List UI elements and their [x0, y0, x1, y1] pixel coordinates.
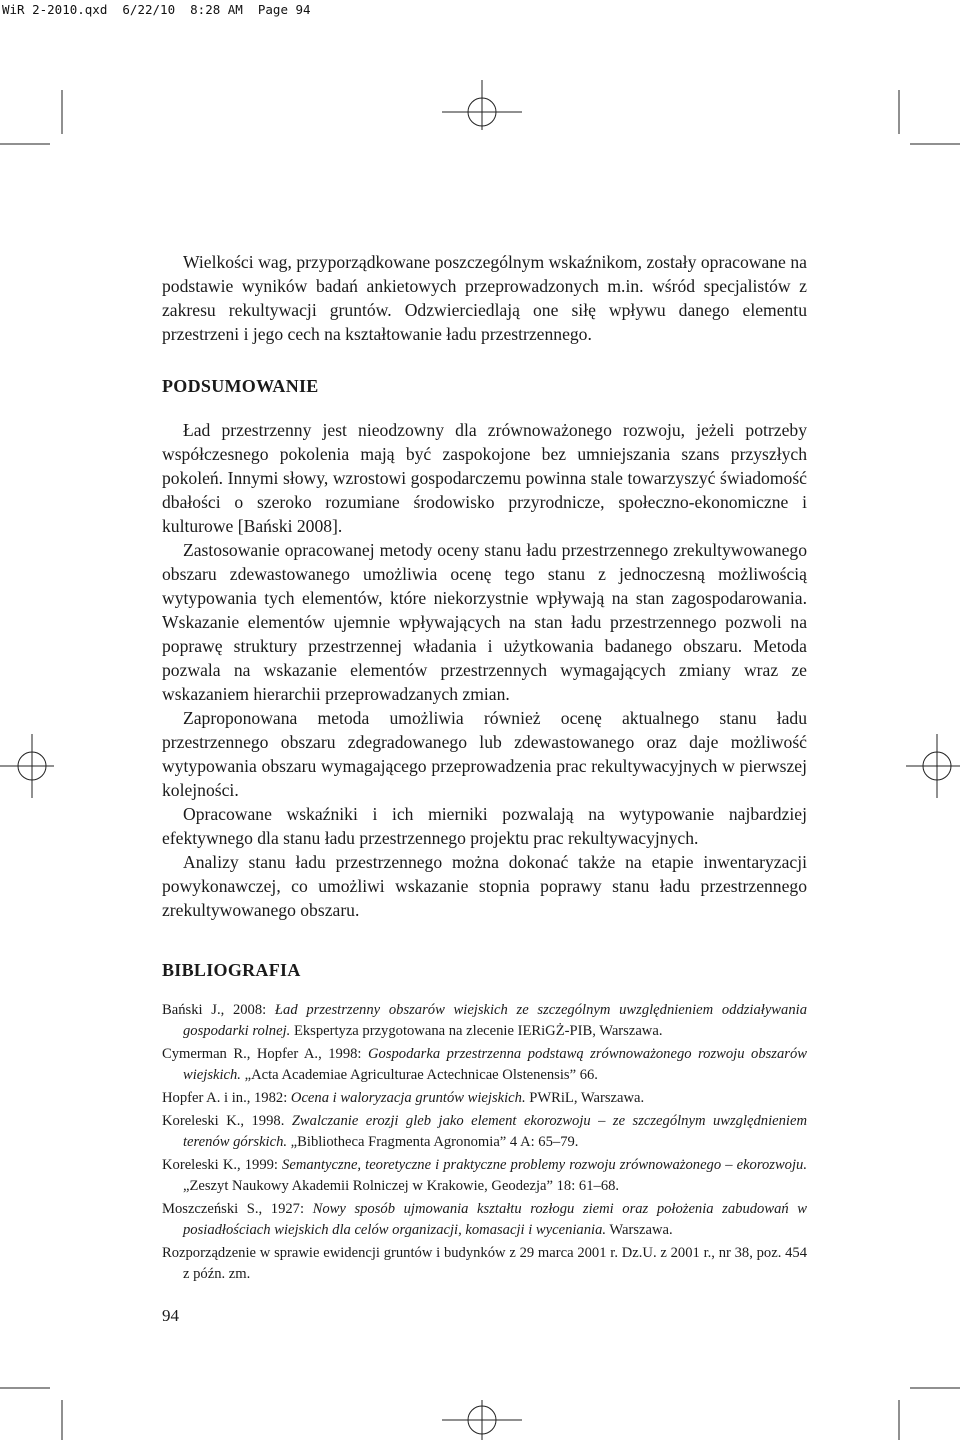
print-slug: WiR 2-2010.qxd 6/22/10 8:28 AM Page 94: [2, 2, 311, 17]
page-number: 94: [162, 1306, 179, 1325]
bibliography-entry: Cymerman R., Hopfer A., 1998: Gospodarka przestrzenna podstawą zrównoważonego rozwoju obszarów wiejskich. „Acta Academiae Agriculturae Actechnicae Olstenensis” 66.: [162, 1046, 807, 1083]
bibliography-entry: Rozporządzenie w sprawie ewidencji gruntów i budynków z 29 marca 2001 r. Dz.U. z 2001 r., nr 38, poz. 454 z późn. zm.: [162, 1245, 807, 1282]
bibliography-entry: Koreleski K., 1999: Semantyczne, teoretyczne i praktyczne problemy rozwoju zrównoważonego – ekorozwoju. „Zeszyt Naukowy Akademii Rolniczej w Krakowie, Geodezja” 18: 61–68.: [162, 1157, 807, 1194]
bibliography-entry: Moszczeński S., 1927: Nowy sposób ujmowania kształtu rozłogu ziemi oraz położenia zabudowań w posiadłościach wiejskich dla celów organizacji, komasacji i wyceniania. Warszawa.: [162, 1201, 807, 1238]
bibliography-entry: Hopfer A. i in., 1982: Ocena i waloryzacja gruntów wiejskich. PWRiL, Warszawa.: [162, 1090, 645, 1106]
summary-paragraph: Ład przestrzenny jest nieodzowny dla zrównoważonego rozwoju, jeżeli potrzeby współczesnego pokolenia mają być zaspokojone bez umniejszania szans przyszłych pokoleń. Innymi słowy, wzrostowi gospodarczemu powinna stale towarzyszyć świadomość dbałości o szeroko rozumiane środowisko przyrodnicze, społeczno-ekonomiczne i kulturowe [Bański 2008].: [162, 420, 807, 536]
bibliography-entry: Bański J., 2008: Ład przestrzenny obszarów wiejskich ze szczególnym uwzględnieniem oddziaływania gospodarki rolnej. Ekspertyza przygotowana na zlecenie IERiGŻ-PIB, Warszawa.: [162, 1002, 807, 1039]
bibliography-list: [162, 1000, 807, 1285]
summary-paragraph: Opracowane wskaźniki i ich mierniki pozwalają na wytypowanie najbardziej efektywnego dla stanu ładu przestrzennego projektu prac rekultywacyjnych.: [162, 804, 807, 848]
bibliography-entry: Koreleski K., 1998. Zwalczanie erozji gleb jako element ekorozwoju – ze szczególnym uwzględnieniem terenów górskich. „Bibliotheca Fragmenta Agronomia” 4 A: 65–79.: [162, 1113, 807, 1150]
bibliography-heading: BIBLIOGRAFIA: [162, 960, 301, 980]
summary-paragraph: Analizy stanu ładu przestrzennego można dokonać także na etapie inwentaryzacji powykonawczej, co umożliwi wskazanie stopnia poprawy stanu ładu przestrzennego zrekultywowanego obszaru.: [162, 852, 807, 920]
summary-paragraph: Zaproponowana metoda umożliwia również ocenę aktualnego stanu ładu przestrzennego obszaru zdegradowanego lub zdewastowanego oraz daje możliwość wytypowania obszaru wymagającego przeprowadzenia prac rekultywacyjnych w pierwszej kolejności.: [162, 708, 807, 800]
summary-paragraph: Zastosowanie opracowanej metody oceny stanu ładu przestrzennego zrekultywowanego obszaru zdewastowanego umożliwia ocenę tego stanu z jednoczesną możliwością wytypowania tych elementów, które niekorzystnie wpływają na stan zagospodarowania. Wskazanie elementów ujemnie wpływających na stan ładu przestrzennego pozwoli na poprawę struktury przestrzennej władania i użytkowania badanego obszaru. Metoda pozwala na wskazanie elementów przestrzennych wymagających zmiany wraz ze wskazaniem hierarchii przeprowadzanych zmian.: [162, 540, 807, 704]
summary-heading: PODSUMOWANIE: [162, 376, 319, 396]
summary-section: [162, 418, 807, 922]
article-body: [162, 250, 807, 1287]
intro-paragraph: Wielkości wag, przyporządkowane poszczególnym wskaźnikom, zostały opracowane na podstawie wyników badań ankietowych przeprowadzonych m.in. wśród specjalistów z zakresu rekultywacji gruntów. Odzwierciedlają one siłę wpływu danego elementu przestrzeni i jego cech na kształtowanie ładu przestrzennego.: [162, 252, 807, 344]
